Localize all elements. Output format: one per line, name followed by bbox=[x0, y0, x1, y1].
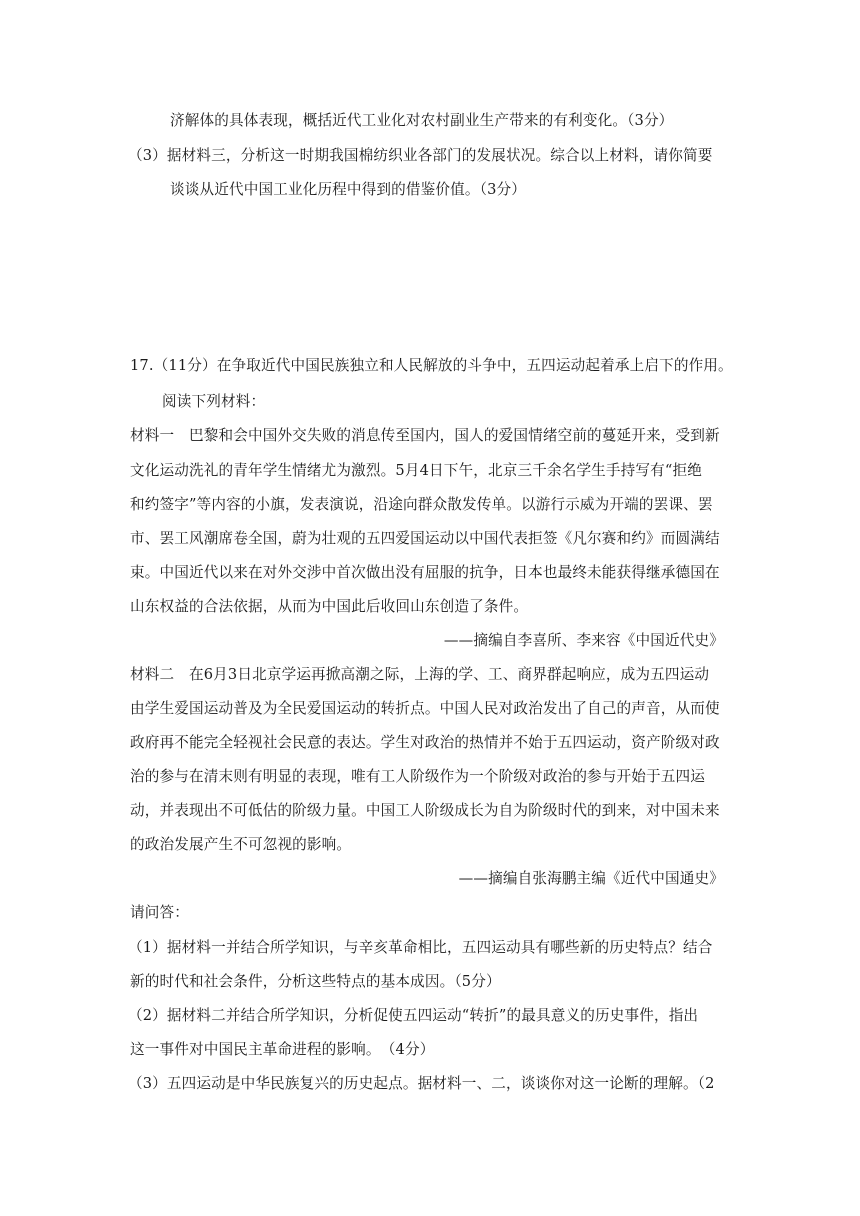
q17-intro: 17.（11分）在争取近代中国民族独立和人民解放的斗争中，五四运动起着承上启下的作用。 bbox=[130, 357, 733, 374]
material2-line: 动，并表现出不可低估的阶级力量。中国工人阶级成长为自为阶级时代的到来，对中国未来 bbox=[130, 802, 720, 819]
q17-read-prompt: 阅读下列材料： bbox=[162, 393, 266, 410]
q16-sub3-line: （3）据材料三，分析这一时期我国棉纺织业各部门的发展状况。综合以上材料，请你简要 bbox=[128, 147, 713, 164]
material1-line: 材料一 巴黎和会中国外交失败的消息传至国内，国人的爱国情绪空前的蔓延开来，受到新 bbox=[130, 427, 720, 444]
material1-line: 市、罢工风潮席卷全国，蔚为壮观的五四爱国运动以中国代表拒签《凡尔赛和约》而圆满结 bbox=[130, 530, 720, 547]
material2-source: ——摘编自张海鹏主编《近代中国通史》 bbox=[458, 870, 724, 887]
material1-line: 山东权益的合法依据，从而为中国此后收回山东创造了条件。 bbox=[130, 598, 529, 615]
material1-line: 束。中国近代以来在对外交涉中首次做出没有屈服的抗争，日本也最终未能获得继承德国在 bbox=[130, 564, 720, 581]
material2-line: 由学生爱国运动普及为全民爱国运动的转折点。中国人民对政治发出了自己的声音，从而使 bbox=[130, 700, 720, 717]
material2-line: 治的参与在清末则有明显的表现，唯有工人阶级作为一个阶级对政治的参与开始于五四运 bbox=[130, 768, 706, 785]
sub-question-1-line: （1）据材料一并结合所学知识，与辛亥革命相比，五四运动具有哪些新的历史特点？结合 bbox=[128, 939, 713, 956]
q16-text-line: 济解体的具体表现，概括近代工业化对农村副业生产带来的有利变化。（3分） bbox=[170, 112, 674, 129]
material1-source: ——摘编自李喜所、李来容《中国近代史》 bbox=[443, 632, 724, 649]
sub-question-2-line: （2）据材料二并结合所学知识，分析促使五四运动“转折”的最具意义的历史事件，指出 bbox=[128, 1007, 699, 1024]
q16-sub3-line: 谈谈从近代中国工业化历程中得到的借鉴价值。（3分） bbox=[170, 181, 526, 198]
material2-line: 的政治发展产生不可忽视的影响。 bbox=[130, 836, 352, 853]
material2-line: 材料二 在6月3日北京学运再掀高潮之际，上海的学、工、商界群起响应，成为五四运动 bbox=[130, 666, 710, 683]
material1-line: 和约签字”等内容的小旗，发表演说，沿途向群众散发传单。以游行示威为开端的罢课、罢 bbox=[130, 496, 713, 513]
sub-question-1-line: 新的时代和社会条件，分析这些特点的基本成因。（5分） bbox=[130, 973, 501, 990]
material1-line: 文化运动洗礼的青年学生情绪尤为激烈。5月4日下午，北京三千余名学生手持写有“拒绝 bbox=[130, 462, 703, 479]
material2-line: 政府再不能完全轻视社会民意的表达。学生对政治的热情并不始于五四运动，资产阶级对政 bbox=[130, 734, 720, 751]
sub-question-2-line: 这一事件对中国民主革命进程的影响。 （4分） bbox=[130, 1041, 435, 1058]
sub-question-3-line: （3）五四运动是中华民族复兴的历史起点。据材料一、二，谈谈你对这一论断的理解。（2 bbox=[128, 1075, 715, 1092]
ask-label: 请问答： bbox=[130, 904, 189, 921]
